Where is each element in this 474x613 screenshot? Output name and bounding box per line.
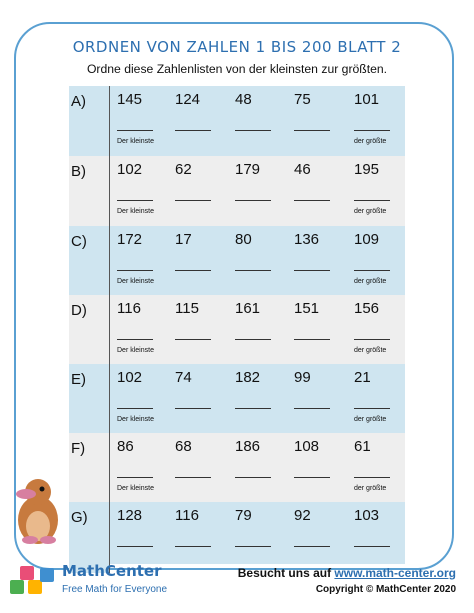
answer-blank[interactable]	[175, 130, 211, 131]
number-value: 186	[235, 438, 261, 455]
number-value: 116	[117, 300, 141, 317]
number-value: 128	[117, 507, 143, 524]
exercise-row	[69, 86, 405, 157]
answer-blank[interactable]	[354, 270, 390, 271]
answer-blank[interactable]	[117, 200, 153, 201]
answer-blank[interactable]	[294, 130, 330, 131]
visit-prefix: Besucht uns auf	[237, 566, 335, 580]
row-label: C)	[69, 226, 109, 297]
answer-blank[interactable]	[235, 339, 271, 340]
number-value: 99	[294, 369, 311, 386]
answer-blank[interactable]	[354, 130, 390, 131]
number-value: 68	[175, 438, 192, 455]
visit-line	[238, 566, 456, 580]
number-value: 182	[235, 369, 261, 386]
answer-blank[interactable]	[235, 546, 271, 547]
hint-largest: der größte	[354, 485, 387, 492]
answer-blank[interactable]	[175, 477, 211, 478]
row-label: A)	[69, 86, 109, 157]
exercise-row	[69, 502, 405, 564]
worksheet-instructions: Ordne diese Zahlenlisten von der kleinsten zur größten.	[86, 62, 388, 76]
exercise-row	[69, 364, 405, 435]
hint-smallest: Der kleinste	[117, 138, 154, 145]
answer-blank[interactable]	[235, 130, 271, 131]
number-value: 48	[235, 91, 252, 108]
row-separator	[109, 226, 110, 297]
number-value: 136	[294, 231, 320, 248]
number-value: 21	[354, 369, 371, 386]
copyright: Copyright © MathCenter 2020	[315, 584, 456, 595]
answer-blank[interactable]	[117, 477, 153, 478]
answer-blank[interactable]	[117, 270, 153, 271]
answer-blank[interactable]	[294, 477, 330, 478]
exercise-row	[69, 433, 405, 504]
number-value: 103	[354, 507, 380, 524]
answer-blank[interactable]	[354, 200, 390, 201]
number-value: 17	[175, 231, 192, 248]
answer-blank[interactable]	[235, 477, 271, 478]
answer-blank[interactable]	[117, 130, 153, 131]
answer-blank[interactable]	[235, 270, 271, 271]
hint-smallest: Der kleinste	[117, 416, 154, 423]
number-value: 108	[294, 438, 320, 455]
answer-blank[interactable]	[294, 339, 330, 340]
number-value: 115	[175, 300, 199, 317]
row-label: D)	[69, 295, 109, 366]
answer-blank[interactable]	[175, 270, 211, 271]
answer-blank[interactable]	[175, 200, 211, 201]
answer-blank[interactable]	[354, 477, 390, 478]
exercise-row	[69, 226, 405, 297]
answer-blank[interactable]	[175, 408, 211, 409]
number-value: 74	[175, 369, 192, 386]
number-value: 46	[294, 161, 311, 178]
number-value: 161	[235, 300, 261, 317]
hint-smallest: Der kleinste	[117, 347, 154, 354]
row-separator	[109, 433, 110, 504]
answer-blank[interactable]	[235, 408, 271, 409]
answer-blank[interactable]	[294, 408, 330, 409]
worksheet-title: ORDNEN VON ZAHLEN 1 BIS 200 BLATT 2	[72, 38, 402, 56]
number-value: 116	[175, 507, 199, 524]
hint-largest: der größte	[354, 208, 387, 215]
brand-name: MathCenter	[62, 562, 162, 580]
number-value: 80	[235, 231, 252, 248]
number-value: 86	[117, 438, 134, 455]
row-label: E)	[69, 364, 109, 435]
number-value: 195	[354, 161, 380, 178]
row-separator	[109, 156, 110, 227]
row-label: B)	[69, 156, 109, 227]
number-value: 145	[117, 91, 143, 108]
answer-blank[interactable]	[354, 408, 390, 409]
answer-blank[interactable]	[117, 546, 153, 547]
hint-largest: der größte	[354, 138, 387, 145]
hint-smallest: Der kleinste	[117, 208, 154, 215]
number-value: 109	[354, 231, 380, 248]
brand-tagline: Free Math for Everyone	[62, 584, 168, 595]
website-link[interactable]: www.math-center.org	[334, 566, 456, 580]
answer-blank[interactable]	[294, 200, 330, 201]
hint-largest: der größte	[354, 416, 387, 423]
number-value: 124	[175, 91, 201, 108]
answer-blank[interactable]	[354, 339, 390, 340]
number-value: 156	[354, 300, 380, 317]
hint-largest: der größte	[354, 278, 387, 285]
hint-largest: der größte	[354, 347, 387, 354]
row-separator	[109, 295, 110, 366]
number-value: 61	[354, 438, 371, 455]
exercise-row	[69, 156, 405, 227]
number-value: 101	[354, 91, 380, 108]
row-label: G)	[69, 502, 109, 573]
number-value: 62	[175, 161, 192, 178]
platypus-mascot-icon	[8, 470, 70, 550]
number-value: 102	[117, 161, 143, 178]
answer-blank[interactable]	[175, 339, 211, 340]
row-label: F)	[69, 433, 109, 504]
exercise-row	[69, 295, 405, 366]
answer-blank[interactable]	[354, 546, 390, 547]
row-separator	[109, 364, 110, 435]
number-value: 75	[294, 91, 311, 108]
answer-blank[interactable]	[235, 200, 271, 201]
number-value: 79	[235, 507, 252, 524]
hint-smallest: Der kleinste	[117, 485, 154, 492]
number-value: 179	[235, 161, 261, 178]
answer-blank[interactable]	[294, 546, 330, 547]
answer-blank[interactable]	[175, 546, 211, 547]
number-value: 102	[117, 369, 143, 386]
hint-smallest: Der kleinste	[117, 278, 154, 285]
number-value: 92	[294, 507, 311, 524]
number-value: 151	[294, 300, 320, 317]
number-value: 172	[117, 231, 143, 248]
row-separator	[109, 86, 110, 157]
answer-blank[interactable]	[294, 270, 330, 271]
answer-blank[interactable]	[117, 339, 153, 340]
answer-blank[interactable]	[117, 408, 153, 409]
